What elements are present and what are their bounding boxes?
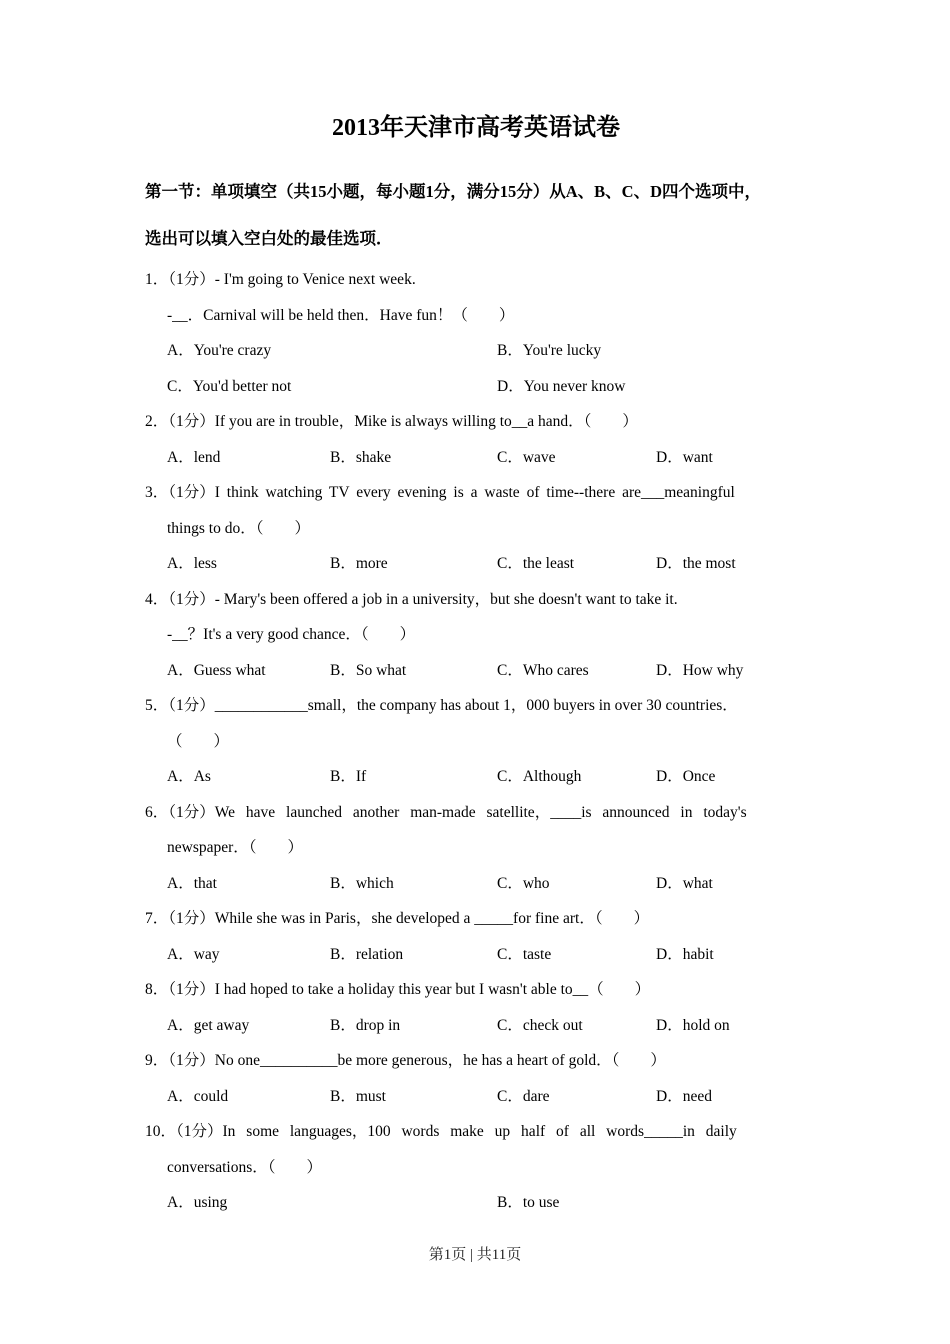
question-stem-line: 3．（1分）I think watching TV every evening is a waste of time--there are___meaningful (145, 484, 735, 501)
question-stem-line: 4．（1分）- Mary's been offered a job in a university，but she doesn't want to take it. (145, 590, 678, 608)
option-c: C．You'd better not (167, 377, 292, 395)
page-title: 2013年天津市高考英语试卷 (332, 115, 620, 141)
option-a: A．could (167, 1087, 229, 1105)
question-10 (145, 1114, 807, 1221)
option-b: B．shake (330, 448, 392, 466)
question-stem-line: 6．（1分）We have launched another man-made satellite，____is announced in today's (145, 803, 747, 821)
page-footer: 第1页 | 共11页 (428, 1247, 522, 1263)
question-stem-line: -__？It's a very good chance．（ ） (167, 626, 416, 643)
question-stem-line: 10．（1分）In some languages，100 words make up half of all words_____in daily (145, 1123, 737, 1140)
option-b: B．to use (497, 1194, 560, 1211)
option-b: B．You're lucky (497, 342, 602, 359)
options-row (145, 937, 807, 973)
option-d: D．Once (656, 768, 716, 785)
options-row (145, 440, 807, 476)
options-row (145, 333, 807, 404)
option-a: A．less (167, 555, 217, 572)
options-row (145, 1008, 807, 1044)
options-row (145, 759, 807, 795)
option-a: A．Guess what (167, 661, 266, 679)
question-1 (145, 262, 807, 404)
option-a: A．using (167, 1194, 228, 1211)
question-stem-line: 8．（1分）I had hoped to take a holiday this year but I wasn't able to__（ ） (145, 981, 651, 998)
option-d: D．what (656, 874, 713, 892)
option-d: D．hold on (656, 1016, 730, 1034)
option-c: C．wave (497, 448, 556, 466)
question-stem-line: 1．（1分）- I'm going to Venice next week. (145, 271, 416, 288)
option-a: A．lend (167, 448, 221, 466)
question-stem-line: 9．（1分）No one__________be more generous，he has a heart of gold．（ ） (145, 1052, 666, 1069)
question-stem-line: 2．（1分）If you are in trouble，Mike is always willing to__a hand．（ ） (145, 413, 638, 430)
options-row (145, 1079, 807, 1115)
option-b: B．must (330, 1087, 386, 1105)
option-b: B．which (330, 874, 394, 892)
question-stem-line: （ ） (167, 732, 230, 750)
option-c: C．who (497, 874, 550, 892)
options-row (145, 1185, 807, 1221)
question-stem-line: 7．（1分）While she was in Paris，she developed a _____for fine art．（ ） (145, 910, 650, 927)
option-b: B．drop in (330, 1016, 401, 1034)
option-c: C．the least (497, 555, 575, 572)
question-6 (145, 795, 807, 902)
option-b: B．relation (330, 945, 404, 963)
option-b: B．If (330, 768, 367, 785)
option-b: B．So what (330, 661, 407, 679)
option-a: A．way (167, 945, 220, 963)
section-intro-line: 选出可以填入空白处的最佳选项． (145, 229, 393, 248)
option-d: D．need (656, 1087, 712, 1105)
options-row (145, 546, 807, 582)
question-stem-line: newspaper．（ ） (167, 839, 304, 856)
option-c: C．Although (497, 768, 582, 785)
question-stem-line: things to do．（ ） (167, 519, 310, 537)
option-a: A．You're crazy (167, 342, 272, 359)
question-2 (145, 404, 807, 475)
option-c: C．dare (497, 1087, 550, 1105)
question-stem-line: -__．Carnival will be held then．Have fun！（ ） (167, 306, 515, 324)
option-d: D．habit (656, 945, 714, 963)
question-9 (145, 1043, 807, 1114)
question-stem-line: 5．（1分）____________small，the company has about 1，000 buyers in over 30 countries． (145, 697, 738, 714)
option-c: C．Who cares (497, 661, 589, 679)
option-c: C．taste (497, 945, 552, 963)
option-c: C．check out (497, 1016, 583, 1034)
options-row (145, 866, 807, 902)
question-3 (145, 475, 807, 582)
question-4 (145, 582, 807, 689)
option-b: B．more (330, 555, 388, 572)
question-7 (145, 901, 807, 972)
option-a: A．that (167, 874, 217, 892)
option-d: D．want (656, 448, 713, 466)
option-d: D．How why (656, 661, 744, 679)
option-d: D．You never know (497, 377, 626, 395)
option-d: D．the most (656, 555, 736, 572)
question-8 (145, 972, 807, 1043)
options-row (145, 653, 807, 689)
option-a: A．As (167, 768, 211, 785)
question-stem-line: conversations．（ ） (167, 1158, 322, 1176)
option-a: A．get away (167, 1016, 250, 1034)
section-intro-line: 第一节：单项填空（共15小题，每小题1分，满分15分）从A、B、C、D四个选项中， (145, 182, 762, 201)
question-5 (145, 688, 807, 795)
section-intro (145, 168, 807, 262)
